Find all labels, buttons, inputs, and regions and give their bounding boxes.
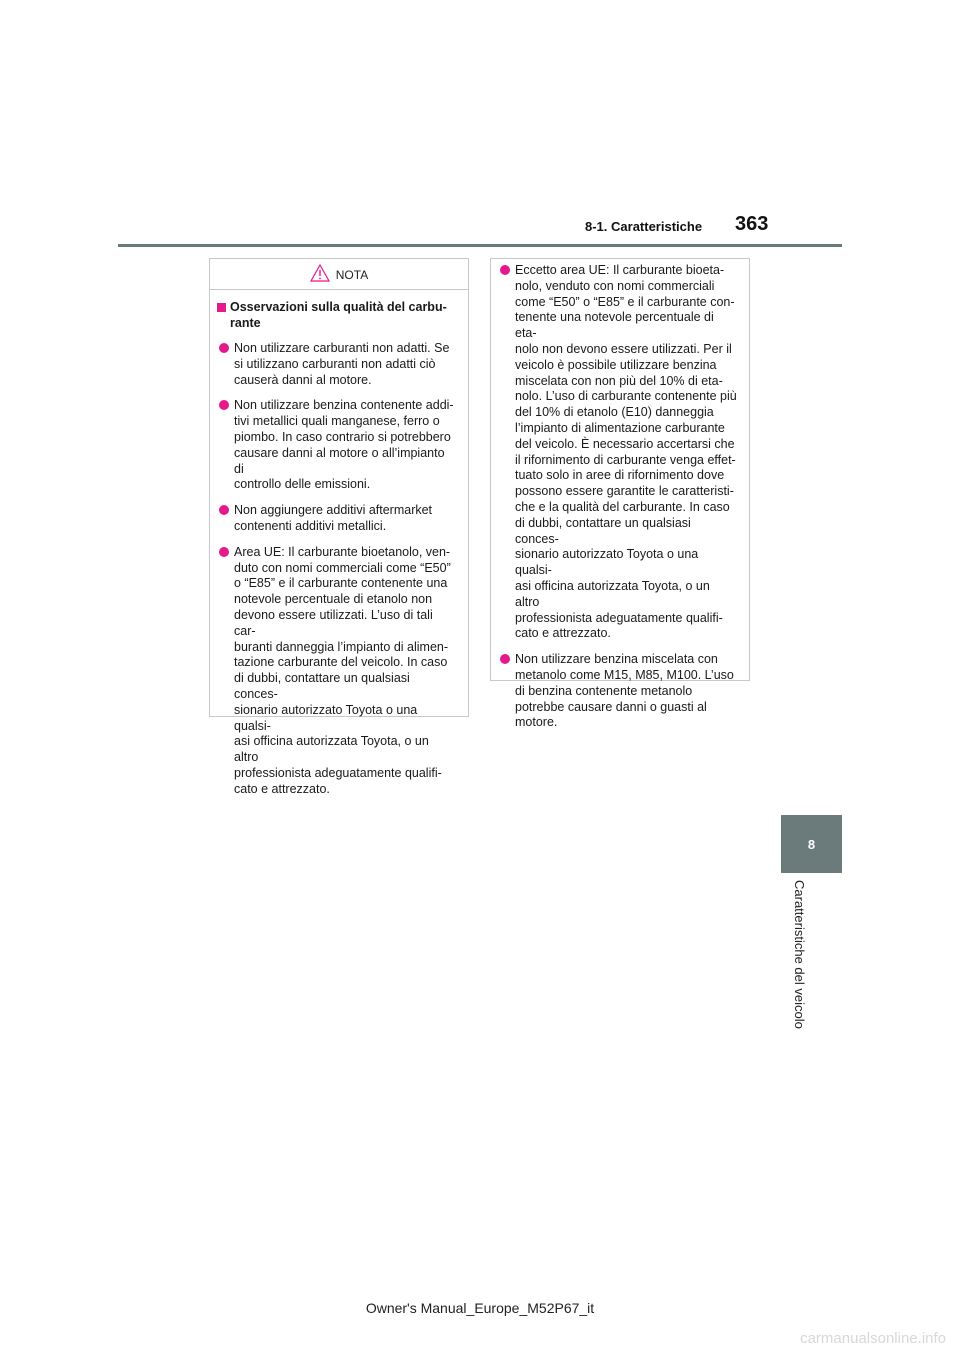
list-item [497, 652, 737, 731]
header-divider [118, 244, 842, 247]
list-item [216, 398, 456, 493]
list-item-text: Non utilizzare benzina miscelata con metanolo come M15, M85, M100. L’uso di benzina contenente metanolo potrebbe causare danni o guasti al motore. [515, 652, 734, 730]
square-bullet-icon [217, 303, 226, 312]
warning-triangle-icon [310, 264, 330, 287]
list-item-text: Non aggiungere additivi aftermarket contenenti additivi metallici. [234, 503, 433, 533]
circle-bullet-icon [500, 265, 510, 275]
list-item [216, 341, 456, 388]
notice-box-right [490, 258, 750, 730]
watermark: carmanualsonline.info [800, 1330, 946, 1347]
notice-subheading [216, 300, 456, 331]
list-item [497, 263, 737, 642]
chapter-tab[interactable] [781, 815, 842, 873]
chapter-title: Caratteristiche del veicolo [792, 880, 807, 1029]
notice-label: NOTA [335, 268, 369, 282]
footer-manual-id: Owner's Manual_Europe_M52P67_it [365, 1300, 595, 1316]
section-title: 8-1. Caratteristiche [585, 219, 703, 234]
list-item-text: Non utilizzare benzina contenente addi- tivi metallici quali manganese, ferro o piombo. In caso contrario si potrebbero causare danni al motore o all’impianto di controllo delle emissioni. [234, 398, 454, 492]
list-item-text: Eccetto area UE: Il carburante bioeta- nolo, venduto con nomi commerciali come “E50” o “E85” e il carburante con- tenente una notevole percentuale di eta- nolo non devono essere utilizzati. Per il veicolo è possibile utilizzare benzina miscelata con non più del 10% di eta- nolo. L’uso di carburante contenente più del 10% di etanolo (E10) danneggia l’impianto di alimentazione carburante del veicolo. È necessario accertarsi che il rifornimento di carburante venga effet- tuato solo in aree di rifornimento dove possono essere garantite le caratteristi- che e la qualità del carburante. In caso di dubbi, contattare un qualsiasi conces- sionario autorizzato Toyota o una qualsi- asi officina autorizzata Toyota, o un altro professionista adeguatamente qualifi- cato e attrezzato. [515, 263, 737, 641]
chapter-number: 8 [807, 836, 816, 852]
circle-bullet-icon [219, 547, 229, 557]
list-item [216, 503, 456, 535]
list-item [216, 545, 456, 798]
page-number: 363 [735, 213, 769, 235]
circle-bullet-icon [219, 343, 229, 353]
circle-bullet-icon [500, 654, 510, 664]
notice-header [210, 261, 468, 290]
list-item-text: Area UE: Il carburante bioetanolo, ven- duto con nomi commerciali come “E50” o “E85” e il carburante contenente una notevole percentuale di etanolo non devono essere utilizzati. L’uso di tali car- buranti danneggia l’impianto di alimen- tazione carburante del veicolo. In caso di dubbi, contattare un qualsiasi conces- sionario autorizzato Toyota o una qualsi- asi officina autorizzata Toyota, o un altro professionista adeguatamente qualifi- cato e attrezzato. [234, 544, 451, 796]
circle-bullet-icon [219, 505, 229, 515]
list-item-text: Non utilizzare carburanti non adatti. Se si utilizzano carburanti non adatti ciò causerà danni al motore. [234, 341, 450, 387]
circle-bullet-icon [219, 400, 229, 410]
notice-box-left [209, 258, 469, 796]
subheading-text: Osservazioni sulla qualità del carbu- rante [230, 300, 447, 330]
